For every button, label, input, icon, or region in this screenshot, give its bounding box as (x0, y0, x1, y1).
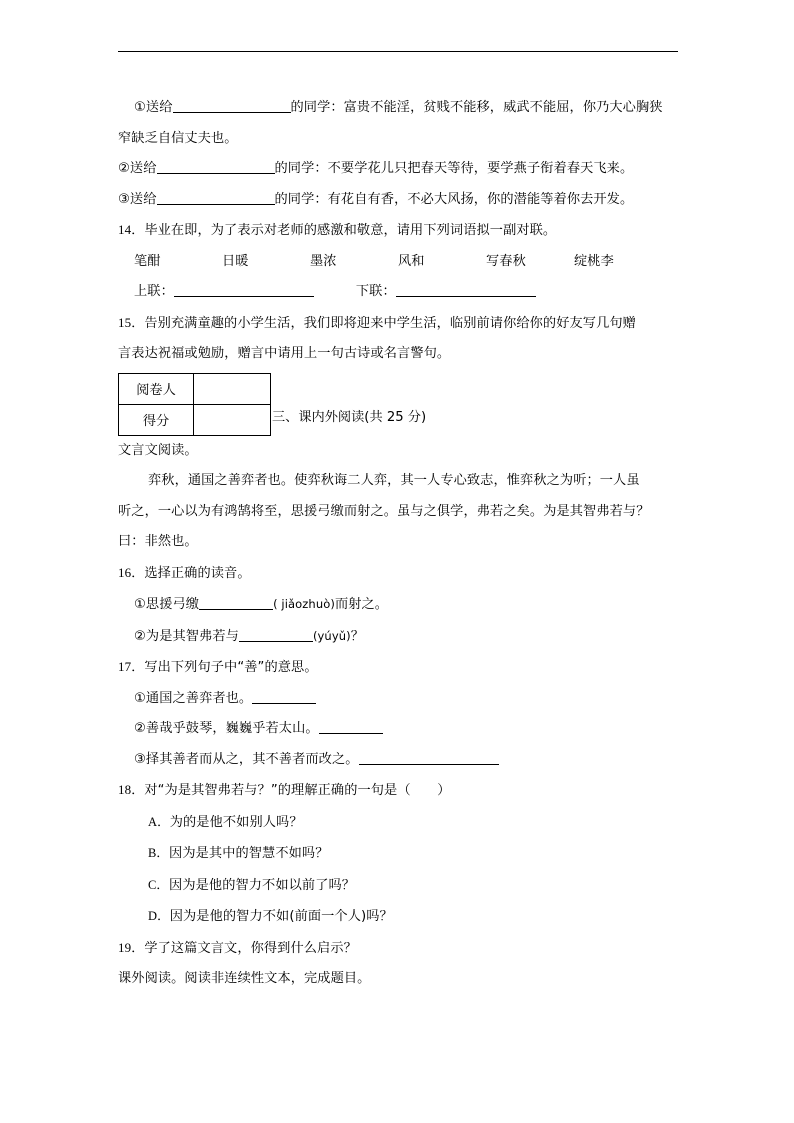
lower-couplet-blank[interactable] (396, 283, 536, 297)
q17-item1-blank[interactable] (252, 690, 316, 704)
option-b-text: 因为是其中的智慧不如吗？ (169, 846, 329, 861)
passage-line-2: 听之，一心以为有鸿鹄将至，思援弓缴而射之。虽与之俱学，弗若之矣。为是其智弗若与？ (118, 503, 650, 519)
gift-item2-prefix: ②送给 (118, 161, 157, 176)
score-table-marker-label: 阅卷人 (119, 373, 194, 404)
question-17-item-1 (118, 684, 680, 715)
page-content (118, 93, 680, 995)
q16-item2-suffix: ？ (350, 628, 364, 644)
question-18-option-b[interactable] (118, 838, 680, 870)
question-19-stem (118, 933, 680, 965)
upper-couplet-label: 上联： (134, 284, 174, 299)
q17-item3-text: ③择其善者而从之，其不善者而改之。 (134, 751, 359, 767)
question-18-stem (118, 775, 680, 807)
question-18-option-c[interactable] (118, 870, 680, 902)
q16-item2-pinyin: (yúyǔ) (312, 628, 351, 643)
question-19-text: 学了这篇文言文，你得到什么启示？ (144, 940, 357, 956)
question-14-word-bank (118, 247, 680, 278)
gift-item2-text: 的同学：不要学花儿只把春天等待，要学燕子衔着春天飞来。 (274, 161, 634, 176)
option-d-letter: D． (148, 909, 170, 923)
passage-line-1: 弈秋，通国之善弈者也。使弈秋诲二人弈，其一人专心致志，惟弈秋之为听；一人虽 (148, 473, 640, 488)
score-table-score-value[interactable] (194, 404, 271, 435)
lower-couplet-label: 下联： (355, 284, 396, 299)
word-bank-item: 笔酣 (134, 253, 161, 269)
question-16-item-2 (118, 621, 680, 653)
gift-item3-text: 的同学：有花自有香，不必大风扬，你的潜能等着你去开发。 (274, 191, 634, 207)
question-15-stem-line2: 言表达祝福或勉励，赠言中请用上一句古诗或名言警句。 (118, 346, 451, 361)
score-table (118, 373, 271, 436)
word-bank-item: 绽桃李 (574, 253, 614, 269)
gift-word-item-1 (118, 93, 680, 124)
question-16-number: 16． (118, 564, 145, 580)
question-15-text-line1: 告别充满童趣的小学生活，我们即将迎来中学生活，临别前请你给你的好友写几句赠 (144, 315, 636, 331)
option-a-letter: A． (148, 814, 170, 829)
option-a-text: 为的是他不如别人吗？ (169, 814, 303, 830)
score-table-score-label: 得分 (119, 404, 194, 435)
question-14-stem (118, 215, 680, 247)
word-bank-item: 日暖 (222, 253, 249, 269)
gift-item2-blank[interactable] (157, 160, 275, 174)
gift-item1-prefix: ①送给 (134, 100, 173, 115)
word-bank-item: 写春秋 (486, 253, 526, 269)
q17-item2-blank[interactable] (319, 720, 383, 734)
option-c-letter: C． (148, 877, 170, 892)
question-18-text: 对“为是其智弗若与？”的理解正确的一句是（ ） (144, 783, 451, 798)
q16-item1-prefix: ①思援弓缴 (134, 597, 200, 612)
upper-couplet-blank[interactable] (174, 283, 314, 297)
reading-lead-label: 文言文阅读。 (118, 442, 198, 458)
upper-couplet-group (134, 277, 314, 308)
question-16-stem (118, 558, 680, 590)
question-17-item-2 (118, 714, 680, 745)
q16-item2-prefix: ②为是其智弗若与 (134, 628, 239, 644)
q16-item1-blank[interactable] (199, 596, 273, 610)
header-divider-rule (118, 51, 678, 52)
question-16-text: 选择正确的读音。 (144, 565, 251, 581)
question-14-text: 毕业在即，为了表示对老师的感激和敬意，请用下列词语拟一副对联。 (144, 223, 557, 238)
option-d-text: 因为是他的智力不如(前面一个人)吗？ (169, 909, 393, 924)
gift-item3-blank[interactable] (157, 191, 275, 205)
score-table-marker-value[interactable] (194, 373, 271, 404)
q16-item2-blank[interactable] (239, 628, 313, 642)
extracurricular-reading-lead: 课外阅读。阅读非连续性文本，完成题目。 (118, 971, 371, 986)
passage-line-3: 曰：非然也。 (118, 534, 198, 549)
option-c-text: 因为是他的智力不如以前了吗？ (169, 877, 356, 893)
q17-item3-blank[interactable] (359, 751, 499, 765)
question-17-stem (118, 652, 680, 684)
question-18-option-d[interactable] (118, 901, 680, 933)
q17-item2-text: ②善哉乎鼓琴，巍巍乎若太山。 (134, 721, 319, 736)
question-16-item-1 (118, 589, 680, 621)
word-bank-item: 墨浓 (310, 253, 337, 269)
question-18-option-a[interactable] (118, 807, 680, 839)
gift-item3-prefix: ③送给 (118, 191, 157, 207)
question-17-number: 17． (118, 659, 145, 674)
gift-word-item-1-continued: 窄缺乏自信丈夫也。 (118, 130, 238, 146)
table-row (119, 373, 271, 404)
question-17-text: 写出下列句子中“善”的意思。 (144, 660, 318, 675)
question-19-number: 19． (118, 939, 145, 955)
question-15-number: 15． (118, 314, 145, 330)
option-b-letter: B． (148, 846, 170, 860)
table-row (119, 404, 271, 435)
question-14-number: 14． (118, 222, 145, 237)
question-18-number: 18． (118, 782, 145, 797)
q16-item1-suffix: 而射之。 (334, 597, 389, 612)
word-bank-item: 风和 (398, 253, 425, 269)
question-15-stem-line1 (118, 308, 680, 340)
gift-word-item-3 (118, 185, 680, 216)
lower-couplet-group (356, 277, 536, 308)
gift-item1-text: 的同学：富贵不能淫，贫贱不能移，威武不能屈，你乃大心胸狭 (290, 100, 663, 115)
q17-item1-text: ①通国之善弈者也。 (134, 690, 253, 706)
question-17-item-3 (118, 745, 680, 776)
gift-item1-blank[interactable] (173, 99, 291, 113)
question-14-answer-row (118, 277, 680, 308)
q16-item1-pinyin: ( jiǎozhuò) (273, 597, 335, 611)
score-table-block (118, 370, 680, 436)
section-3-heading: 三、课内外阅读(共 25 分) (272, 409, 427, 425)
gift-word-item-2 (118, 154, 680, 185)
